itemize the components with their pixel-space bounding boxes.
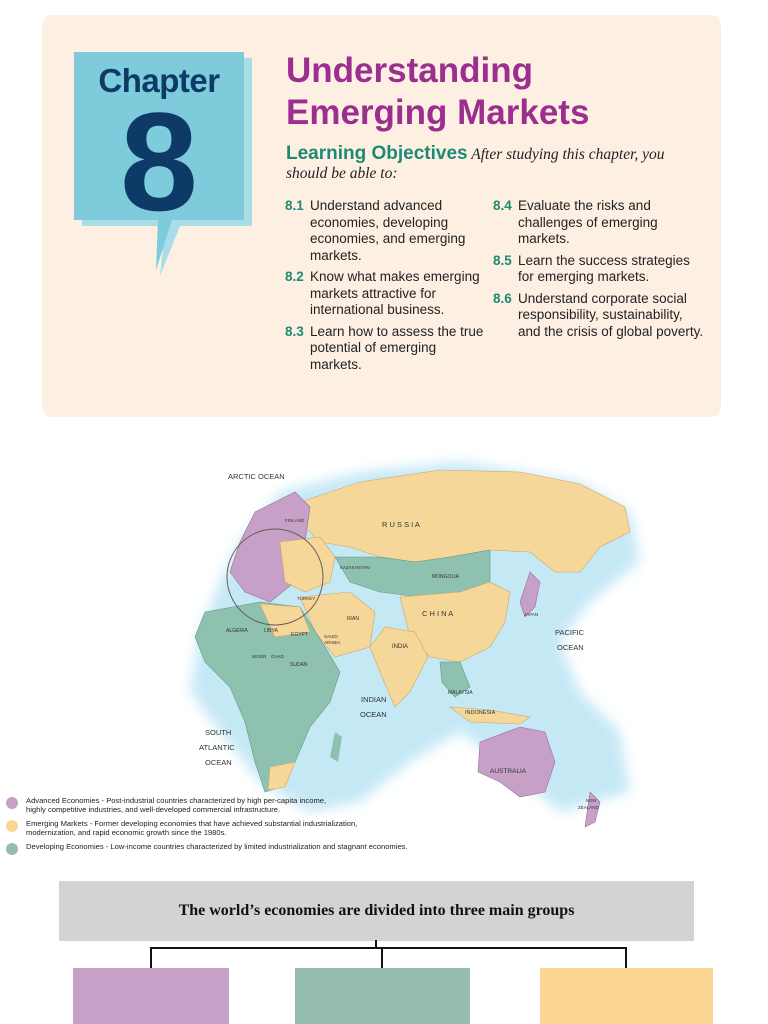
map-label-iran: IRAN (347, 616, 359, 622)
group-box-advanced (73, 968, 229, 1024)
map-label-arabia: ARABIA (324, 640, 341, 645)
objective-item (285, 269, 490, 319)
objective-number: 8.4 (493, 198, 512, 213)
world-map (160, 432, 650, 832)
map-label-atlantic: ATLANTIC (199, 743, 235, 752)
objective-text: Learn the success strategies for emerging markets. (518, 252, 690, 284)
objective-text: Learn how to assess the true potential of emerging markets. (310, 323, 484, 372)
map-label-india: INDIA (392, 644, 409, 650)
chapter-title-line1: Understanding (286, 51, 533, 90)
objective-number: 8.6 (493, 290, 512, 306)
legend-text: Advanced Economies - Post-industrial countries characterized by high per-capita income, (26, 796, 327, 805)
learning-objectives-text: After studying this chapter, you should be able to: (286, 146, 665, 182)
chapter-title (286, 50, 706, 134)
objective-number: 8.5 (493, 252, 512, 268)
objectives-right-column (493, 198, 708, 345)
map-label-finland: FINLAND (285, 518, 305, 523)
legend-swatch-emerging (6, 820, 18, 832)
objective-text: Understand advanced economies, developing economies, and emerging markets. (310, 198, 466, 263)
legend-text-cont: highly competitive industries, and well-developed commercial infrastructure. (26, 805, 281, 814)
map-label-turkey: TURKEY (297, 596, 316, 601)
group-box-developing (295, 968, 470, 1024)
map-label-mongolia: MONGOLIA (432, 574, 459, 580)
objective-item (285, 198, 490, 264)
legend-text: Emerging Markets - Former developing economies that have achieved substantial industrialization, (26, 819, 358, 828)
map-label-egypt: EGYPT (291, 632, 308, 638)
map-label-pacific: PACIFIC (555, 628, 585, 637)
map-label-south: SOUTH (205, 728, 232, 737)
legend-item-emerging (6, 819, 506, 837)
objective-number: 8.3 (285, 323, 304, 339)
map-label-new: NEW (586, 798, 597, 803)
map-label-kazakhstan: KAZAKHSTAN (340, 565, 370, 570)
legend-item-advanced (6, 796, 506, 814)
legend-item-developing (6, 842, 506, 851)
map-legend (6, 796, 506, 856)
group-box-emerging (540, 968, 713, 1024)
map-label-algeria: ALGERIA (226, 628, 248, 634)
map-label-arctic: ARCTIC OCEAN (228, 472, 285, 481)
objective-item (285, 324, 490, 374)
chapter-title-line2: Emerging Markets (286, 93, 590, 132)
map-label-niger: NIGER (252, 654, 267, 659)
chapter-word: Chapter (98, 62, 220, 99)
map-label-chad: CHAD (271, 654, 284, 659)
map-label-south-ocean: OCEAN (205, 758, 232, 767)
map-label-australia: AUSTRALIA (490, 768, 527, 775)
map-label-indian: INDIAN (361, 695, 387, 704)
chapter-number: 8 (120, 83, 198, 240)
objective-item (493, 198, 708, 248)
objective-text: Understand corporate social responsibility, sustainability, and the crisis of global poverty. (518, 290, 704, 339)
legend-text-cont: modernization, and rapid economic growth since the 1980s. (26, 828, 227, 837)
map-label-sudan: SUDAN (290, 662, 308, 668)
map-label-russia: R U S S I A (382, 520, 420, 529)
map-label-malaysia: MALAYSIA (448, 690, 473, 696)
groups-connector-lines (0, 940, 768, 970)
groups-heading: The world’s economies are divided into three main groups (59, 881, 694, 941)
legend-text: Developing Economies - Low-income countries characterized by limited industrialization and stagnant economies. (26, 842, 408, 851)
legend-swatch-advanced (6, 797, 18, 809)
objective-number: 8.1 (285, 198, 304, 213)
legend-swatch-developing (6, 843, 18, 855)
map-label-libya: LIBYA (264, 628, 278, 634)
map-label-zealand: ZEALAND (578, 805, 599, 810)
map-label-indian-ocean: OCEAN (360, 710, 387, 719)
objective-item (493, 291, 708, 341)
map-label-indonesia: INDONESIA (465, 710, 496, 716)
objective-text: Evaluate the risks and challenges of emerging markets. (518, 198, 658, 246)
map-label-japan: JAPAN (524, 612, 539, 617)
map-label-china: C H I N A (422, 609, 454, 618)
learning-objectives-intro (286, 144, 706, 183)
map-label-pacific-ocean: OCEAN (557, 643, 584, 652)
map-label-saudi: SAUDI (324, 634, 338, 639)
objectives-left-column (285, 198, 490, 378)
objective-text: Know what makes emerging markets attractive for international business. (310, 269, 480, 317)
objective-number: 8.2 (285, 269, 304, 284)
learning-objectives-label: Learning Objectives (286, 143, 468, 164)
objective-item (493, 253, 708, 286)
